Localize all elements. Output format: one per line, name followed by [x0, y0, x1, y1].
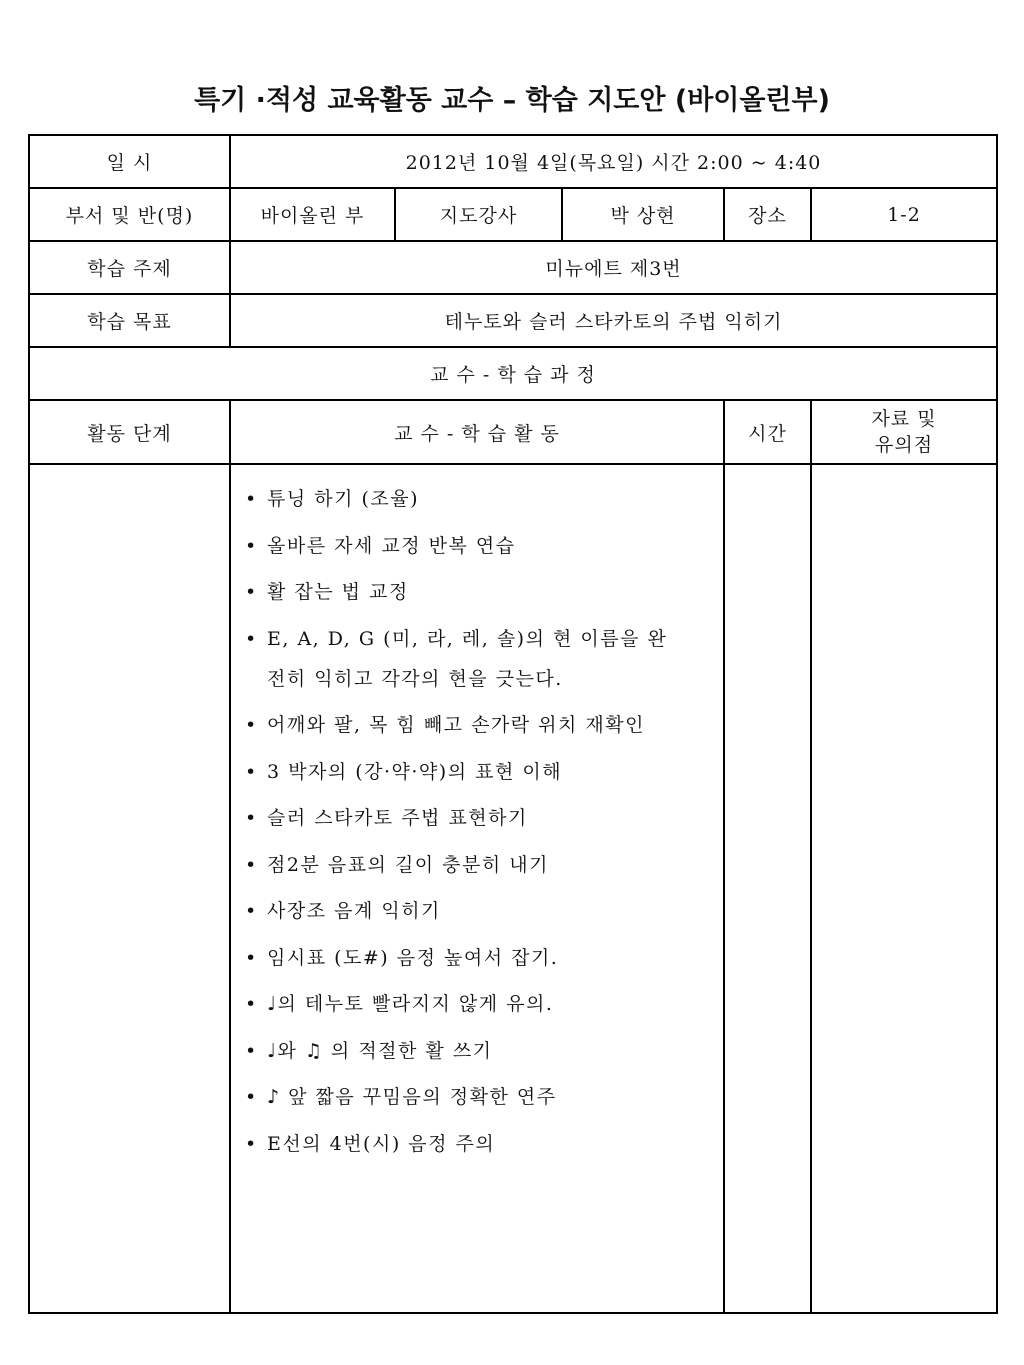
list-item — [245, 891, 713, 931]
schedule-value: 2012년 10월 4일(목요일) 시간 2:00 ~ 4:40 — [230, 135, 997, 188]
topic-row — [29, 241, 997, 294]
activity-text: E선의 4번(시) 음정 주의 — [267, 1132, 496, 1155]
place-value: 1-2 — [811, 188, 997, 241]
bullet-icon: • — [245, 534, 258, 557]
activity-text: ♪ 앞 짧음 꾸밈음의 정확한 연주 — [267, 1086, 557, 1108]
list-item — [245, 938, 713, 978]
activity-text: ♩와 ♫ 의 적절한 활 쓰기 — [267, 1039, 493, 1062]
activity-cell — [230, 464, 724, 1313]
list-item — [245, 705, 687, 745]
topic-value: 미뉴에트 제3번 — [230, 241, 997, 294]
instructor-value: 박 상현 — [562, 188, 724, 241]
list-item — [245, 798, 713, 838]
list-item — [245, 1124, 713, 1164]
list-item — [245, 984, 713, 1024]
activity-text: 임시표 (도#) 음정 높여서 잡기. — [267, 946, 559, 969]
list-item — [245, 526, 713, 566]
schedule-row — [29, 135, 997, 188]
list-item — [245, 479, 713, 519]
activity-text: 어깨와 팔, 목 힘 빼고 손가락 위치 재확인 — [267, 714, 645, 736]
list-item — [245, 752, 713, 792]
column-header-row — [29, 400, 997, 464]
bullet-icon: • — [245, 993, 258, 1015]
bullet-icon: • — [245, 946, 258, 969]
activity-text: ♩의 테누토 빨라지지 않게 유의. — [267, 993, 554, 1015]
activity-text: 점2분 음표의 길이 충분히 내기 — [267, 853, 549, 876]
activity-column-header: 교 수 - 학 습 활 동 — [230, 400, 724, 464]
process-header-row — [29, 347, 997, 400]
department-row — [29, 188, 997, 241]
time-column-header: 시간 — [724, 400, 811, 464]
bullet-icon: • — [245, 488, 258, 510]
activity-body-row — [29, 464, 997, 1313]
activity-list — [231, 465, 723, 1164]
goal-label: 학습 목표 — [29, 294, 230, 347]
bullet-icon: • — [245, 581, 258, 603]
notes-cell — [811, 464, 997, 1313]
process-header: 교 수 - 학 습 과 정 — [29, 347, 997, 400]
bullet-icon: • — [245, 1132, 258, 1155]
stage-cell — [29, 464, 230, 1313]
activity-text: 슬러 스타카토 주법 표현하기 — [267, 807, 528, 829]
department-value: 바이올린 부 — [230, 188, 395, 241]
document-title: 특기 ·적성 교육활동 교수 – 학습 지도안 (바이올린부) — [194, 85, 830, 116]
bullet-icon: • — [245, 807, 258, 829]
goal-value: 테누토와 슬러 스타카토의 주법 익히기 — [230, 294, 997, 347]
time-cell — [724, 464, 811, 1313]
schedule-label: 일 시 — [29, 135, 230, 188]
list-item — [245, 572, 713, 612]
instructor-label: 지도강사 — [395, 188, 562, 241]
bullet-icon: • — [245, 1039, 258, 1062]
stage-column-header: 활동 단계 — [29, 400, 230, 464]
list-item — [245, 1077, 713, 1117]
activity-text: 활 잡는 법 교정 — [267, 581, 409, 603]
list-item — [245, 1031, 713, 1071]
department-label: 부서 및 반(명) — [29, 188, 230, 241]
goal-row — [29, 294, 997, 347]
bullet-icon: • — [245, 1086, 258, 1108]
activity-text: 올바른 자세 교정 반복 연습 — [267, 534, 516, 557]
notes-header-line1: 자료 및 — [871, 408, 937, 430]
activity-text: E, A, D, G (미, 라, 레, 솔)의 현 이름을 완전히 익히고 각각의 현을 긋는다. — [267, 627, 668, 690]
activity-text: 튜닝 하기 (조율) — [267, 488, 420, 510]
activity-text: 3 박자의 (강·약·약)의 표현 이해 — [267, 760, 563, 783]
activity-text: 사장조 음계 익히기 — [267, 900, 441, 922]
bullet-icon: • — [245, 760, 258, 783]
list-item — [245, 845, 713, 885]
topic-label: 학습 주제 — [29, 241, 230, 294]
bullet-icon: • — [245, 714, 258, 736]
notes-header-line2: 유의점 — [874, 434, 934, 456]
notes-column-header — [811, 400, 997, 464]
bullet-icon: • — [245, 853, 258, 876]
place-label: 장소 — [724, 188, 811, 241]
bullet-icon: • — [245, 900, 258, 922]
lesson-plan-table — [28, 134, 998, 1314]
bullet-icon: • — [245, 627, 258, 650]
list-item — [245, 619, 687, 699]
